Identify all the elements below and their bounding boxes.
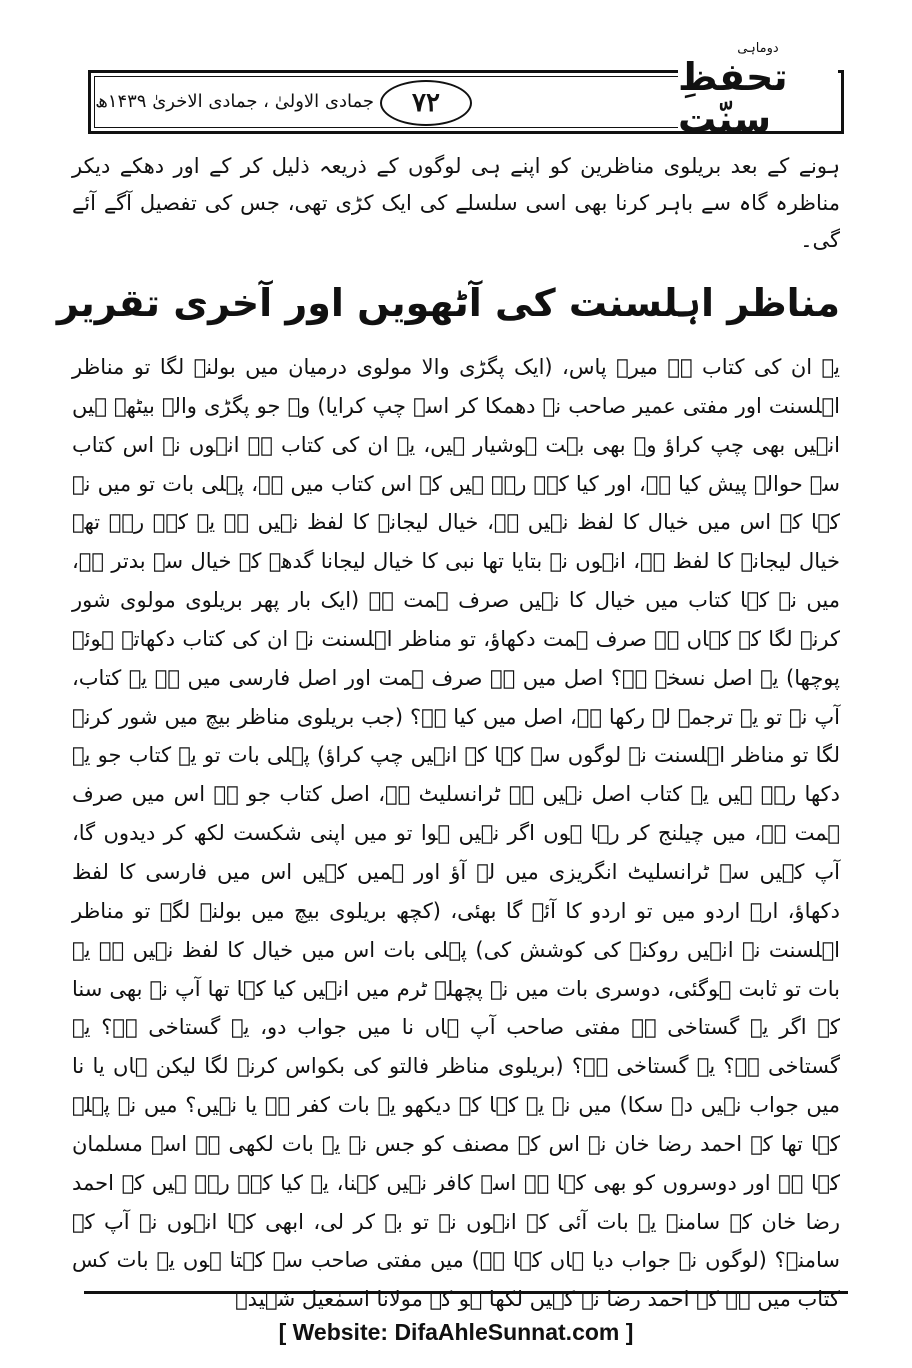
footer-divider <box>84 1291 848 1294</box>
issue-date: جمادی الاولیٰ ، جمادی الاخریٰ ۱۴۳۹ھ <box>95 91 374 112</box>
magazine-logo <box>678 41 838 141</box>
body-text: یہ ان کی کتاب ہے میرے پاس، (ایک پگڑی والا مولوی درمیان میں بولنے لگا تو مناظر اہلسنت اور مفتی عمیر صاحب نے دھمکا کر اسے چپ کرایا) وہ جو پگڑی والے بیٹھے ہیں انہیں بھی چپ کراؤ وہ بھی بہت ہوشیار ہیں، یہ ان کی کتاب ہے انہوں نے اس کتاب سے حوالہ پیش کیا ہے، اور کیا کہہ رہے ہیں کہ اس کتاب میں ہے، پہلی بات تو میں نے کہا کہ اس میں خیال کا لفظ نہیں ہے، خیال لیجانے کا لفظ نہیں ہے یہ کہہ رہے تھے خیال لیجانے کا لفظ ہے، انہوں نے بتایا تھا نبی کا خیال لیجانا گدھے کے خیال سے بدتر ہے، میں نے کہا کتاب میں خیال کا نہیں صرف ہمت ہے (ایک بار پھر بریلوی مولوی شور کرنے لگا کہ کہاں ہے صرف ہمت دکھاؤ، تو مناظر اہلسنت نے ان کی کتاب دکھاتے ہوئے پوچھا) یہ اصل نسخہ ہے؟ اصل میں ہے صرف ہمت اور اصل فارسی میں ہے یہ کتاب، آپ نے تو یہ ترجمہ لے رکھا ہے، اصل میں کیا ہے؟ (جب بریلوی مناظر بیچ میں شور کرنے لگا تو مناظر اہلسنت نے لوگوں سے کہا کہ انہیں چپ کراؤ) پہلی بات تو یہ کتاب جو یہ دکھا رہے ہیں یہ کتاب اصل نہیں ہے ٹرانسلیٹ ہے، اصل کتاب جو ہے اس میں صرف ہمت ہے، میں چیلنج کر رہا ہوں اگر نہیں ہوا تو میں اپنی شکست لکھ کر دیدوں گا، آپ کہیں سے ٹرانسلیٹ انگریزی میں لے آؤ اور ہمیں کہیں اس میں فارسی کا لفظ دکھاؤ، ارے اردو میں تو اردو کا آئے گا بھئی، (کچھ بریلوی بیچ میں بولنے لگے تو مناظر اہلسنت نے انہیں روکنے کی کوشش کی) پہلی بات اس میں خیال کا لفظ نہیں ہے یہ بات تو ثابت ہوگئی، دوسری بات میں نے پچھلے ٹرم میں انہیں کیا کہا تھا آپ نے بھی سنا کہ اگر یہ گستاخی ہے مفتی صاحب آپ ہاں نا میں جواب دو، یہ گستاخی ہے؟ یہ گستاخی ہے؟ یہ گستاخی ہے؟ (بریلوی مناظر فالتو کی بکواس کرنے لگا لیکن ہاں یا نا میں جواب نہیں دے سکا) میں نے یہ کہا کہ دیکھو یہ بات کفر ہے یا نہیں؟ میں نے پہلے کہا تھا کہ احمد رضا خان نے اس کے مصنف کو جس نے یہ بات لکھی ہے اسے مسلمان کہا ہے اور دوسروں کو بھی کہا ہے اسے کافر نہیں کہنا، یہ کیا کہہ رہے ہیں کہ احمد رضا خان کے سامنے یہ بات آئی کہ انہوں نے تو بہ کر لی، ابھی کہا انہوں نے آپ کے سامنے؟ (لوگوں نے جواب دیا ہاں کہا ہے) میں مفتی صاحب سے کہتا ہوں یہ بات کس کتاب میں ہے کہ احمد رضا نے کہیں لکھا ہو کہ مولانا اسمٰعیل شہیدؒ <box>72 355 840 1312</box>
body-paragraph <box>72 348 840 1319</box>
intro-paragraph <box>72 148 840 259</box>
section-heading: مناظر اہلسنت کی آٹھویں اور آخری تقریر <box>56 281 840 325</box>
intro-text: ہونے کے بعد بریلوی مناظرین کو اپنے ہی لوگوں کے ذریعہ ذلیل کر کے اور دھکے دیکر مناظرہ گاہ سے باہر کرنا بھی اسی سلسلے کی ایک کڑی تھی، جس کی تفصیل آگے آئے گی۔ <box>72 154 840 252</box>
page-number: ۷۲ <box>380 80 472 126</box>
website-footer: [ Website: DifaAhleSunnat.com ] <box>278 1319 634 1345</box>
page-header <box>88 41 844 141</box>
magazine-title: تحفظِ سنّت <box>678 55 788 141</box>
magazine-frequency: دوماہی <box>737 41 779 56</box>
